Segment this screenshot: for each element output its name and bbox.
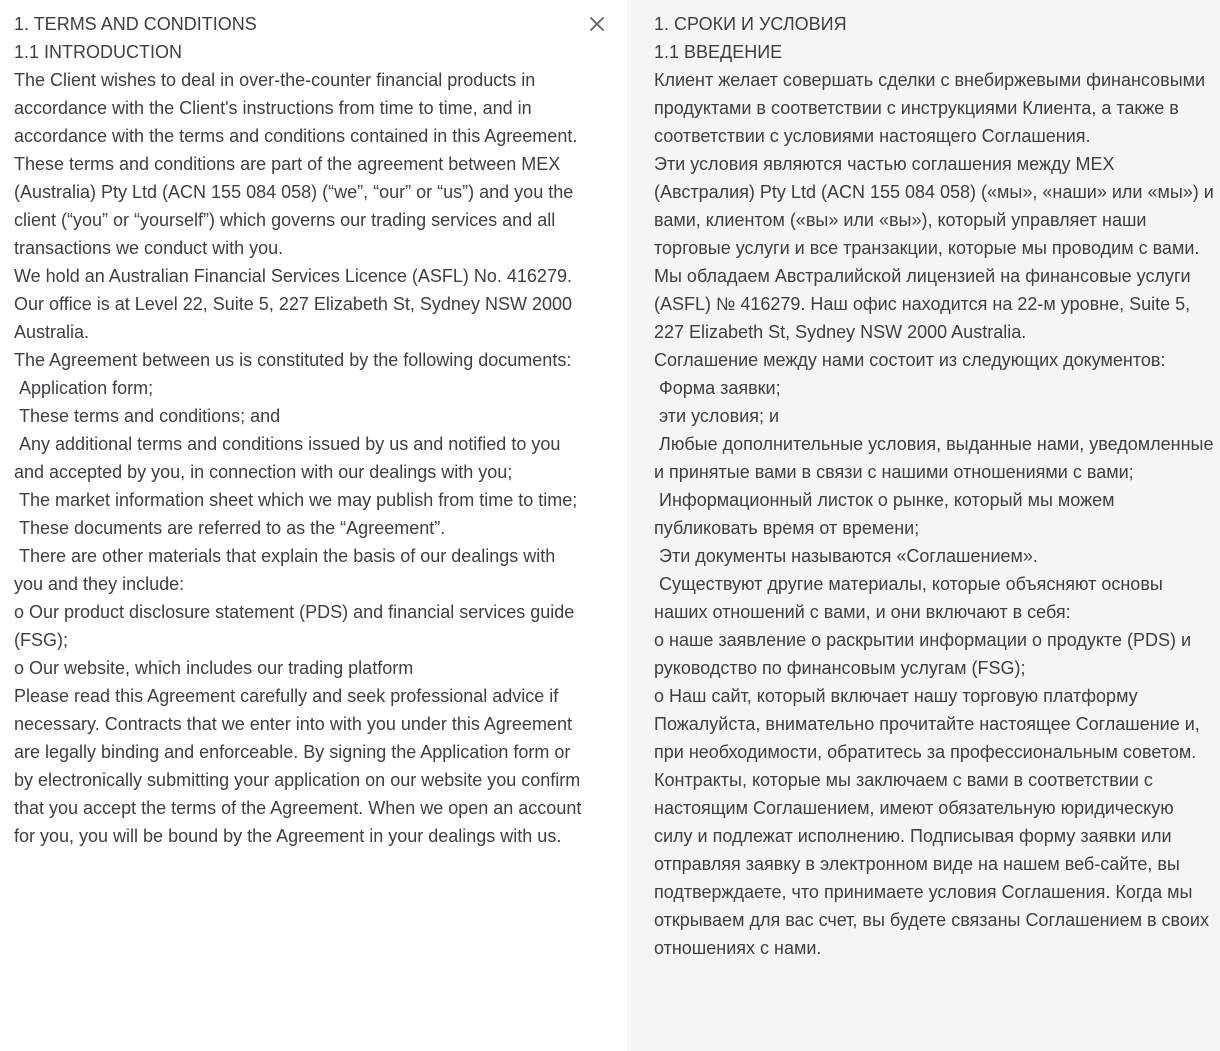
- translation-text-panel: [627, 0, 1220, 1051]
- translation-text: 1. СРОКИ И УСЛОВИЯ 1.1 ВВЕДЕНИЕ Клиент желает совершать сделки с внебиржевыми финансовыми продуктами в соответствии с инструкциями Клиента, а также в соответствии с условиями настоящего Соглашения. Эти условия являются частью соглашения между MEX (Австралия) Pty Ltd (ACN 155 084 058) («мы», «наши» или «мы») и вами, клиентом («вы» или «вы»), который управляет наши торговые услуги и все транзакции, которые мы проводим с вами. Мы обладаем Австралийской лицензией на финансовые услуги (ASFL) № 416279. Наш офис находится на 22-м уровне, Suite 5, 227 Elizabeth St, Sydney NSW 2000 Australia. Соглашение между нами состоит из следующих документов: Форма заявки; эти условия; и Любые дополнительные условия, выданные нами, уведомленные и принятые вами в связи с нашими отношениями с вами; Информационный листок о рынке, который мы можем публиковать время от времени; Эти документы называются «Соглашением». Существуют другие материалы, которые объясняют основы наших отношений с вами, и они включают в себя: o наше заявление о раскрытии информации о продукте (PDS) и руководство по финансовым услугам (FSG); o Наш сайт, который включает нашу торговую платформу Пожалуйста, внимательно прочитайте настоящее Соглашение и, при необходимости, обратитесь за профессиональным советом. Контракты, которые мы заключаем с вами в соответствии с настоящим Соглашением, имеют обязательную юридическую силу и подлежат исполнению. Подписывая форму заявки или отправляя заявку в электронном виде на нашем веб-сайте, вы подтверждаете, что принимаете условия Соглашения. Когда мы открываем для вас счет, вы будете связаны Соглашением в своих отношениях с нами.: [654, 14, 1214, 958]
- close-icon: [589, 16, 605, 32]
- clear-source-button[interactable]: [585, 12, 609, 36]
- source-text[interactable]: 1. TERMS AND CONDITIONS 1.1 INTRODUCTION The Client wishes to deal in over-the-counter financial products in accordance with the Client's instructions from time to time, and in accordance with the terms and conditions contained in this Agreement. These terms and conditions are part of the agreement between MEX (Australia) Pty Ltd (ACN 155 084 058) (“we”, “our” or “us”) and you the client (“you” or “yourself”) which governs our trading services and all transactions we conduct with you. We hold an Australian Financial Services Licence (ASFL) No. 416279. Our office is at Level 22, Suite 5, 227 Elizabeth St, Sydney NSW 2000 Australia. The Agreement between us is constituted by the following documents: Application form; These terms and conditions; and Any additional terms and conditions issued by us and notified to you and accepted by you, in connection with our dealings with you; The market information sheet which we may publish from time to time; These documents are referred to as the “Agreement”. There are other materials that explain the basis of our dealings with you and they include: o Our product disclosure statement (PDS) and financial services guide (FSG); o Our website, which includes our trading platform Please read this Agreement carefully and seek professional advice if necessary. Contracts that we enter into with you under this Agreement are legally binding and enforceable. By signing the Application form or by electronically submitting your application on our website you confirm that you accept the terms of the Agreement. When we open an account for you, you will be bound by the Agreement in your dealings with us.: [14, 14, 582, 846]
